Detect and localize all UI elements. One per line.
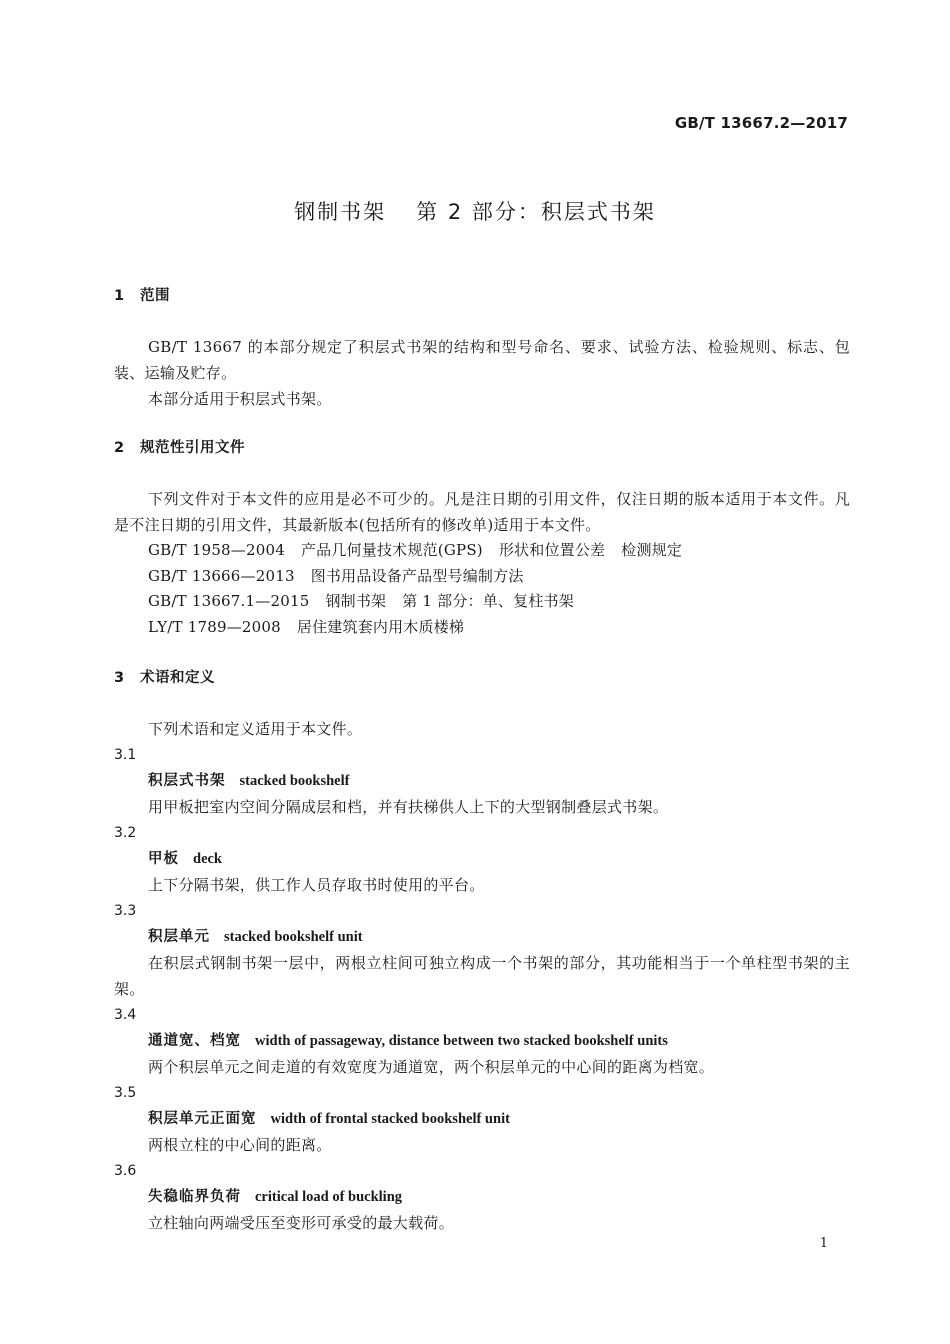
section-heading-scope xyxy=(114,284,850,308)
term-definition: 两个积层单元之间走道的有效宽度为通道宽，两个积层单元的中心间的距离为档宽。 xyxy=(148,1058,715,1076)
standard-code: GB/T 13667.2—2017 xyxy=(674,114,848,132)
page-number: 1 xyxy=(819,1236,828,1251)
section-number: 2 xyxy=(114,440,125,456)
term-name xyxy=(114,924,850,950)
section-title: 规范性引用文件 xyxy=(140,440,245,456)
reference-title: 检测规定 xyxy=(621,541,683,559)
term-number: 3.6 xyxy=(114,1163,137,1179)
term-name-cn: 失稳临界负荷 xyxy=(148,1189,241,1205)
reference-item xyxy=(114,615,850,641)
reference-code: GB/T 1958—2004 xyxy=(148,541,285,559)
term-number: 3.3 xyxy=(114,903,137,919)
document-body xyxy=(114,284,850,1236)
term-name-en: deck xyxy=(193,851,222,867)
reference-title: 图书用品设备产品型号编制方法 xyxy=(310,566,524,585)
reference-item xyxy=(114,564,850,590)
reference-code: LY/T 1789—2008 xyxy=(148,617,281,636)
term-definition: 在积层式钢制书架一层中，两根立柱间可独立构成一个书架的部分，其功能相当于一个单柱型书架的主架。 xyxy=(114,954,850,998)
reference-title: 钢制书架 xyxy=(325,592,387,610)
term-name-en: stacked bookshelf xyxy=(239,773,350,789)
title-part-b: 第 2 部分：积层式书架 xyxy=(416,200,656,224)
reference-title: 居住建筑套内用木质楼梯 xyxy=(296,617,465,636)
section-title: 术语和定义 xyxy=(140,670,215,686)
reference-title: 第 1 部分：单、复柱书架 xyxy=(402,592,574,610)
term-definition: 立柱轴向两端受压至变形可承受的最大载荷。 xyxy=(148,1214,455,1232)
term-name-en: critical load of buckling xyxy=(255,1189,403,1205)
reference-item xyxy=(114,538,850,564)
term-name-en: stacked bookshelf unit xyxy=(224,929,363,945)
term-name-cn: 甲板 xyxy=(148,851,179,867)
title-part-a: 钢制书架 xyxy=(294,200,387,224)
term-name-cn: 通道宽、档宽 xyxy=(148,1033,241,1049)
reference-title: 形状和位置公差 xyxy=(498,541,606,559)
term-name-en: width of frontal stacked bookshelf unit xyxy=(270,1111,510,1127)
section-heading-normative-references xyxy=(114,436,850,460)
paragraph: 本部分适用于积层式书架。 xyxy=(148,390,332,408)
term-number: 3.1 xyxy=(114,747,137,763)
reference-title: 产品几何量技术规范(GPS) xyxy=(300,541,483,559)
section-title: 范围 xyxy=(140,288,170,304)
paragraph: 下列文件对于本文件的应用是必不可少的。凡是注日期的引用文件，仅注日期的版本适用于本文件。凡是不注日期的引用文件，其最新版本(包括所有的修改单)适用于本文件。 xyxy=(114,490,850,534)
reference-code: GB/T 13667.1—2015 xyxy=(148,592,310,610)
term-name xyxy=(114,768,850,794)
section-heading-terms-and-definitions xyxy=(114,666,850,690)
term-name xyxy=(114,1106,850,1132)
term-name-cn: 积层单元正面宽 xyxy=(148,1111,257,1127)
document-title xyxy=(0,196,950,226)
term-number: 3.4 xyxy=(114,1007,137,1023)
section-number: 3 xyxy=(114,670,125,686)
term-name-cn: 积层单元 xyxy=(148,929,210,945)
term-definition: 上下分隔书架，供工作人员存取书时使用的平台。 xyxy=(148,876,485,894)
paragraph: GB/T 13667 的本部分规定了积层式书架的结构和型号命名、要求、试验方法、检验规则、标志、包装、运输及贮存。 xyxy=(114,338,850,382)
term-name xyxy=(114,1184,850,1210)
reference-code: GB/T 13666—2013 xyxy=(148,566,295,585)
term-definition: 两根立柱的中心间的距离。 xyxy=(148,1136,332,1154)
term-number: 3.2 xyxy=(114,825,137,841)
section-number: 1 xyxy=(114,288,125,304)
paragraph: 下列术语和定义适用于本文件。 xyxy=(148,720,363,738)
reference-item xyxy=(114,589,850,615)
term-name-cn: 积层式书架 xyxy=(148,773,226,789)
term-name xyxy=(114,1028,850,1054)
term-name xyxy=(114,846,850,872)
term-definition: 用甲板把室内空间分隔成层和档，并有扶梯供人上下的大型钢制叠层式书架。 xyxy=(148,798,669,816)
term-name-en: width of passageway, distance between two stacked bookshelf units xyxy=(255,1033,668,1049)
term-number: 3.5 xyxy=(114,1085,137,1101)
